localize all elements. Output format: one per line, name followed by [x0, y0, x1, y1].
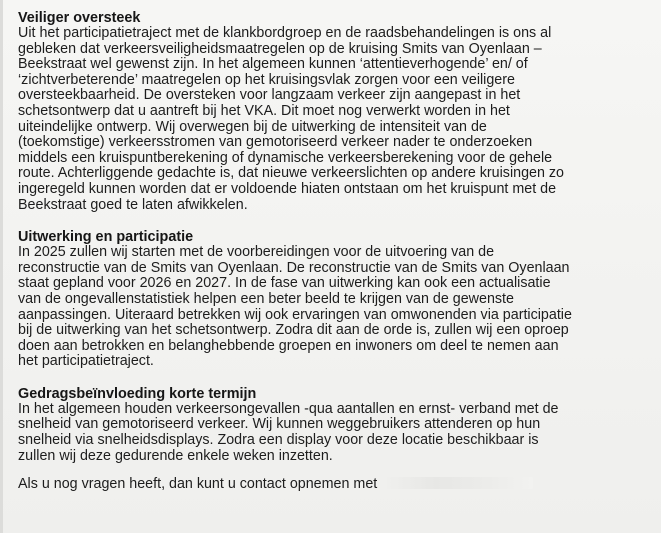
section-gedragsbeinvloeding: [18, 386, 651, 464]
section-body: Uit het participatietraject met de klankbordgroep en de raadsbehandelingen is ons al gebleken dat verkeersveiligheidsmaatregelen op de kruising Smits van Oyenlaan – Beekstraat wel gewenst zijn. In het algemeen kunnen ‘attentieverhogende’ en/ of ‘zichtverbeterende’ maatregelen op het kruisingsvlak zorgen voor een veiligere oversteekbaarheid. De oversteken voor langzaam verkeer zijn aangepast in het schetsontwerp dat u aantreft bij het VKA. Dit moet nog verwerkt worden in het uiteindelijke ontwerp. Wij overwegen bij de uitwerking de intensiteit van de (toekomstige) verkeersstromen van gemotoriseerd verkeer nader te onderzoeken middels een kruispuntberekening of dynamische verkeersberekening voor de gehele route. Achterliggende gedachte is, dat nieuwe verkeerslichten op andere kruisingen zo ingeregeld kunnen worden dat er voldoende hiaten ontstaan om het kruispunt met de Beekstraat goed te laten afwikkelen.: [18, 25, 565, 213]
page-edge-shadow: [0, 0, 3, 533]
section-veiliger-oversteek: [18, 10, 651, 213]
closing-text: Als u nog vragen heeft, dan kunt u contact opnemen met: [18, 476, 378, 493]
section-heading: Veiliger oversteek: [18, 10, 141, 26]
section-body: In het algemeen houden verkeersongevallen -qua aantallen en ernst- verband met de snelheid van gemotoriseerd verkeer. Wij kunnen weggebruikers attenderen op hun snelheid via snelheidsdisplays. Zodra een display voor deze locatie beschikbaar is zullen wij deze gedurende enkele weken inzetten.: [18, 400, 559, 464]
section-body: In 2025 zullen wij starten met de voorbereidingen voor de uitvoering van de reconstructie van de Smits van Oyenlaan. De reconstructie van de Smits van Oyenlaan staat gepland voor 2026 en 2027. In de fase van uitwerking kan ook een actualisatie van de ongevallenstatistiek helpen een beter beeld te krijgen van de gewenste aanpassingen. Uiteraard betrekken wij ook ervaringen van omwonenden via participatie bij de uitwerking van het schetsontwerp. Zodra dit aan de orde is, zullen wij een oproep doen aan betrokken en belanghebbende groepen en inwoners om deel te nemen aan het participatietraject.: [18, 244, 572, 370]
section-uitwerking-en-participatie: [18, 229, 651, 370]
section-heading: Uitwerking en participatie: [18, 229, 194, 246]
paragraph-spacer: [18, 464, 651, 476]
closing-line: [18, 476, 651, 492]
redacted-contact: [383, 477, 533, 489]
paragraph-spacer: [18, 213, 651, 229]
section-heading: Gedragsbeïnvloeding korte termijn: [18, 385, 257, 402]
paragraph-spacer: [18, 370, 651, 386]
